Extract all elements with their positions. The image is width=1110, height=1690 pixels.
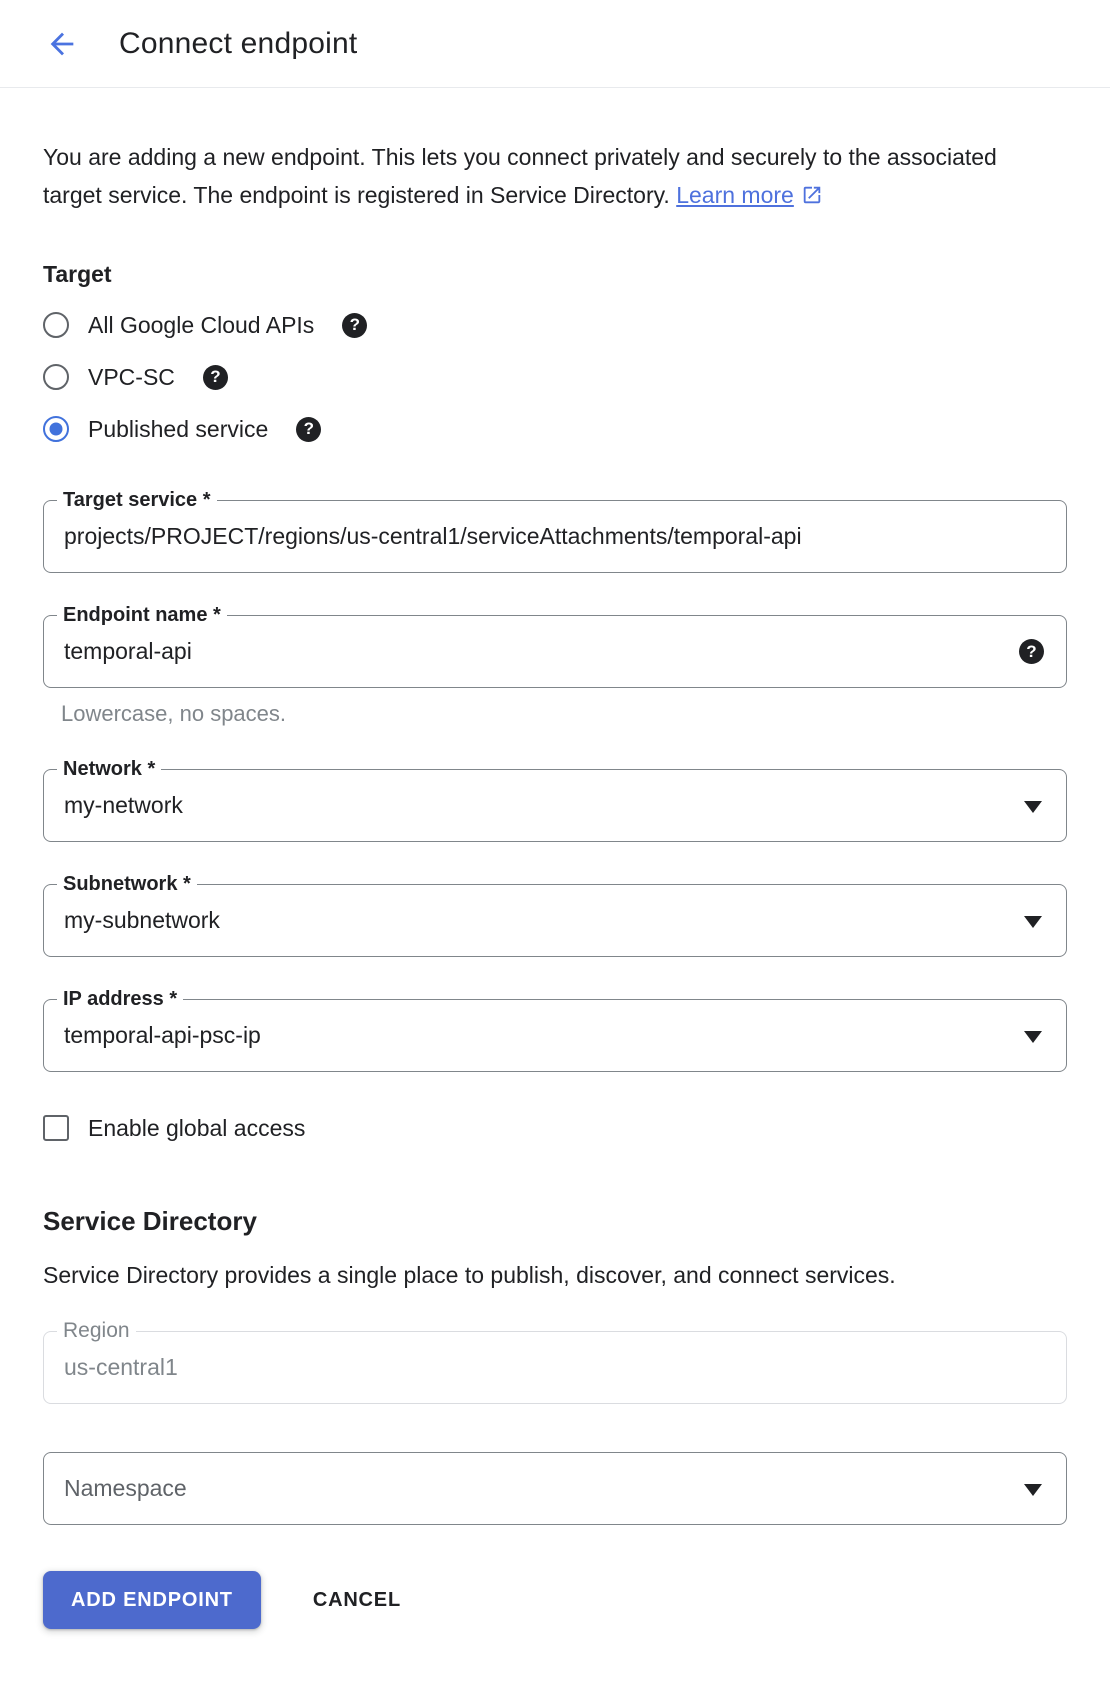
ip-address-select[interactable]: [43, 988, 1067, 1072]
target-service-field[interactable]: [43, 489, 1067, 573]
subnetwork-label: Subnetwork *: [57, 873, 197, 895]
add-endpoint-button[interactable]: ADD ENDPOINT: [43, 1571, 261, 1629]
external-link-icon: [801, 179, 823, 217]
region-field: [43, 1319, 1067, 1404]
endpoint-name-field[interactable]: [43, 604, 1067, 688]
form-actions: [43, 1571, 1067, 1629]
radio-row-published-service: [43, 414, 1067, 444]
intro-copy: You are adding a new endpoint. This lets you connect privately and securely to the associated target service. The endpoint is registered in Service Directory.: [43, 144, 997, 208]
global-access-label: Enable global access: [88, 1114, 306, 1141]
back-button[interactable]: [43, 25, 81, 63]
network-select[interactable]: [43, 758, 1067, 842]
radio-label: VPC-SC: [88, 363, 175, 390]
radio-all-google-cloud-apis[interactable]: [43, 312, 69, 338]
ip-address-value: temporal-api-psc-ip: [64, 1022, 261, 1048]
intro-text: [43, 138, 1001, 217]
page-header: [0, 0, 1110, 88]
dropdown-arrow-icon: [1024, 801, 1042, 813]
page-title: Connect endpoint: [119, 26, 358, 60]
dropdown-arrow-icon: [1024, 1031, 1042, 1043]
help-icon[interactable]: ?: [296, 417, 321, 442]
global-access-row: [43, 1112, 1067, 1144]
back-arrow-icon: [45, 27, 79, 61]
endpoint-name-value: temporal-api: [64, 638, 192, 664]
network-value: my-network: [64, 792, 183, 818]
network-label: Network *: [57, 758, 161, 780]
endpoint-name-label: Endpoint name *: [57, 604, 227, 626]
cancel-button[interactable]: CANCEL: [312, 1588, 401, 1611]
help-icon[interactable]: ?: [203, 365, 228, 390]
target-service-value: projects/PROJECT/regions/us-central1/serviceAttachments/temporal-api: [64, 523, 802, 549]
service-directory-description: Service Directory provides a single place to publish, discover, and connect services.: [43, 1262, 896, 1288]
radio-published-service[interactable]: [43, 416, 69, 442]
global-access-checkbox[interactable]: [43, 1115, 69, 1141]
endpoint-name-helper: Lowercase, no spaces.: [61, 701, 287, 726]
region-label: Region: [57, 1320, 136, 1342]
radio-label: All Google Cloud APIs: [88, 311, 315, 338]
subnetwork-select[interactable]: [43, 873, 1067, 957]
ip-address-label: IP address *: [57, 988, 183, 1010]
help-icon[interactable]: ?: [1019, 639, 1044, 664]
dropdown-arrow-icon: [1024, 1484, 1042, 1496]
target-section-label: Target: [43, 261, 112, 287]
radio-label: Published service: [88, 415, 269, 442]
region-value: us-central1: [64, 1354, 178, 1380]
namespace-select[interactable]: [43, 1452, 1067, 1525]
radio-row-all-google-cloud-apis: [43, 310, 1067, 340]
namespace-placeholder: Namespace: [64, 1475, 187, 1501]
radio-vpc-sc[interactable]: [43, 364, 69, 390]
dropdown-arrow-icon: [1024, 916, 1042, 928]
radio-row-vpc-sc: [43, 362, 1067, 392]
learn-more-link[interactable]: Learn more: [676, 182, 794, 208]
service-directory-heading: Service Directory: [43, 1206, 257, 1236]
target-service-label: Target service *: [57, 489, 217, 511]
help-icon[interactable]: ?: [342, 313, 367, 338]
subnetwork-value: my-subnetwork: [64, 907, 220, 933]
